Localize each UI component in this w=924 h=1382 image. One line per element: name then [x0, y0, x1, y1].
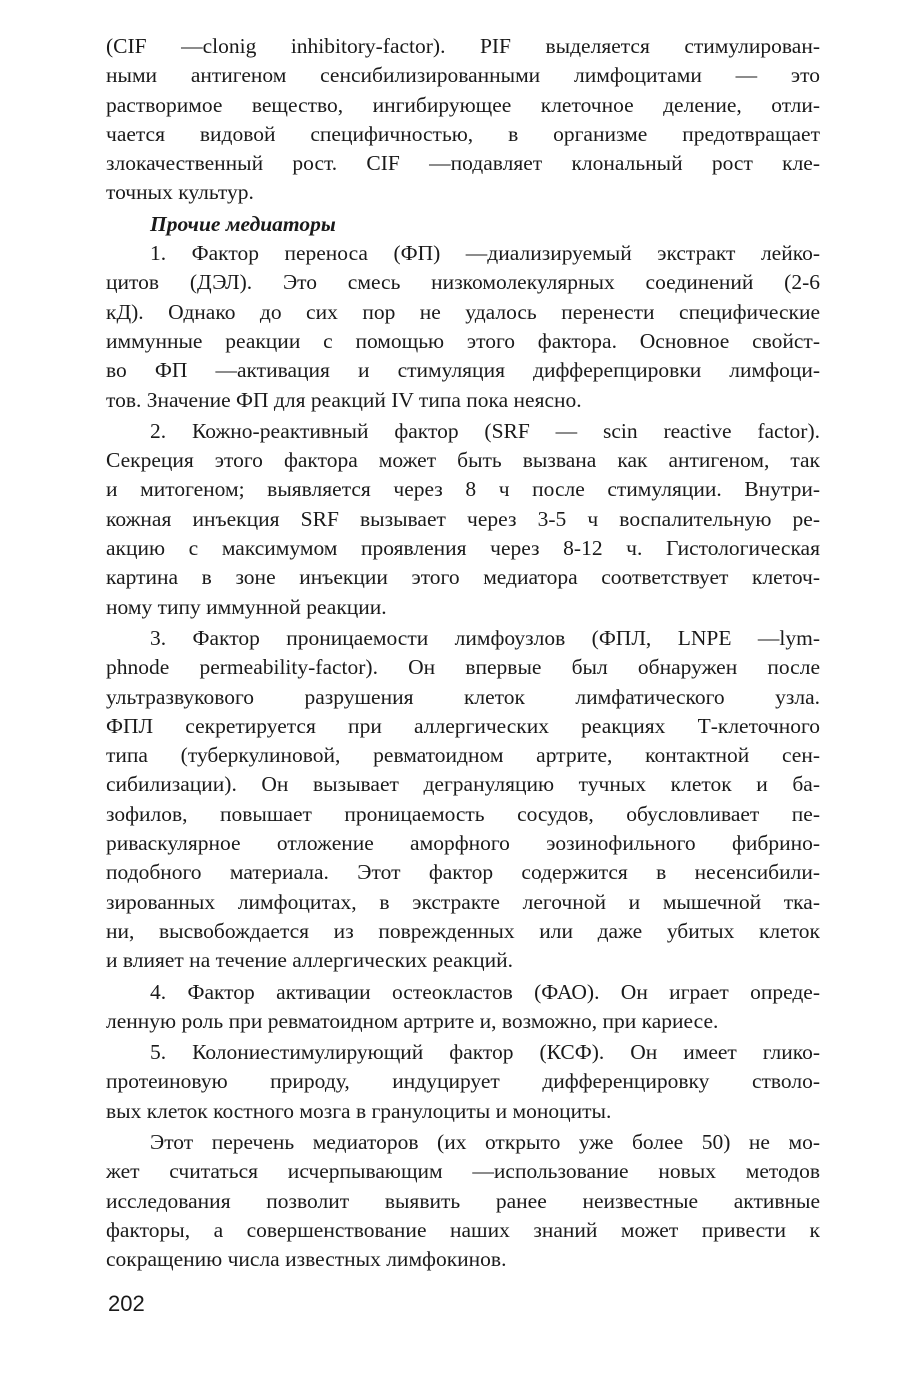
text-line: тов. Значение ФП для реакций IV типа пока неясно. [106, 387, 582, 412]
section-heading [106, 210, 820, 239]
paragraph-lymph-node-permeability-factor [106, 624, 820, 976]
text-line: кД). Однако до сих пор не удалось перенести специфические [106, 299, 820, 324]
text-line: 3. Фактор проницаемости лимфоузлов (ФПЛ, LNPE —lym- [150, 625, 820, 650]
paragraph-osteoclast-activating-factor [106, 978, 820, 1037]
text-line: ФПЛ секретируется при аллергических реакциях Т-клеточного [106, 713, 820, 738]
text-line: жет считаться исчерпывающим —использование новых методов [106, 1159, 820, 1184]
text-line: картина в зоне инъекции этого медиатора соответствует клеточ- [106, 565, 820, 590]
text-line: и влияет на течение аллергических реакций. [106, 948, 514, 973]
text-line: зофилов, повышает проницаемость сосудов, обусловливает пе- [106, 801, 820, 826]
page-body [106, 32, 820, 1274]
text-line: чается видовой специфичностью, в организме предотвращает [106, 121, 820, 146]
text-line: и митогеном; выявляется через 8 ч после стимуляции. Внутри- [106, 477, 820, 502]
text-line: 1. Фактор переноса (ФП) —диализируемый экстракт лейко- [150, 241, 820, 266]
text-line: ультразвукового разрушения клеток лимфатического узла. [106, 684, 820, 709]
text-line: злокачественный рост. CIF —подавляет клональный рост кле- [106, 151, 820, 176]
text-line: сибилизации). Он вызывает дегрануляцию тучных клеток и ба- [106, 772, 820, 797]
text-line: во ФП —активация и стимуляция дифферепцировки лимфоци- [106, 358, 820, 383]
text-line: растворимое вещество, ингибирующее клеточное деление, отли- [106, 92, 820, 117]
text-line: вых клеток костного мозга в гранулоциты и моноциты. [106, 1098, 612, 1123]
text-line: акцию с максимумом проявления через 8-12 ч. Гистологическая [106, 536, 820, 561]
section-heading-text: Прочие медиаторы [150, 211, 336, 236]
paragraph-conclusion [106, 1128, 820, 1274]
text-line: 5. Колониестимулирующий фактор (КСФ). Он имеет глико- [150, 1040, 820, 1065]
text-line: исследования позволит выявить ранее неизвестные активные [106, 1188, 820, 1213]
paragraph-transfer-factor [106, 239, 820, 415]
text-line: цитов (ДЭЛ). Это смесь низкомолекулярных соединений (2-6 [106, 270, 820, 295]
text-line: точных культур. [106, 180, 254, 205]
text-line: зированных лимфоцитах, в экстракте легочной и мышечной тка- [106, 889, 820, 914]
text-line: подобного материала. Этот фактор содержится в несенсибили- [106, 860, 820, 885]
text-line: (CIF —clonig inhibitory-factor). PIF выделяется стимулирован- [106, 34, 820, 58]
text-line: факторы, а совершенствование наших знаний может привести к [106, 1217, 820, 1242]
text-line: ному типу иммунной реакции. [106, 594, 387, 619]
text-line: ными антигеном сенсибилизированными лимфоцитами — это [106, 63, 820, 88]
text-line: ни, высвобождается из поврежденных или даже убитых клеток [106, 918, 820, 943]
text-line: 2. Кожно-реактивный фактор (SRF — scin reactive factor). [150, 418, 820, 443]
text-line: Этот перечень медиаторов (их открыто уже более 50) не мо- [150, 1129, 820, 1154]
text-line: сокращению числа известных лимфокинов. [106, 1247, 507, 1272]
text-line: иммунные реакции с помощью этого фактора. Основное свойст- [106, 328, 820, 353]
text-line: типа (туберкулиновой, ревматоидном артрите, контактной сен- [106, 743, 820, 768]
paragraph-cif-continuation [106, 32, 820, 208]
paragraph-skin-reactive-factor [106, 417, 820, 622]
text-line: кожная инъекция SRF вызывает через 3-5 ч воспалительную ре- [106, 506, 820, 531]
text-line: риваскулярное отложение аморфного эозинофильного фибрино- [106, 831, 820, 856]
text-line: 4. Фактор активации остеокластов (ФАО). Он играет опреде- [150, 979, 820, 1004]
text-line: протеиновую природу, индуцирует дифференцировку стволо- [106, 1069, 820, 1094]
paragraph-colony-stimulating-factor [106, 1038, 820, 1126]
text-line: ленную роль при ревматоидном артрите и, возможно, при кариесе. [106, 1008, 719, 1033]
page-number: 202 [108, 1291, 145, 1316]
text-line: phnode permeability-factor). Он впервые был обнаружен после [106, 655, 820, 680]
text-line: Секреция этого фактора может быть вызвана как антигеном, так [106, 448, 820, 473]
